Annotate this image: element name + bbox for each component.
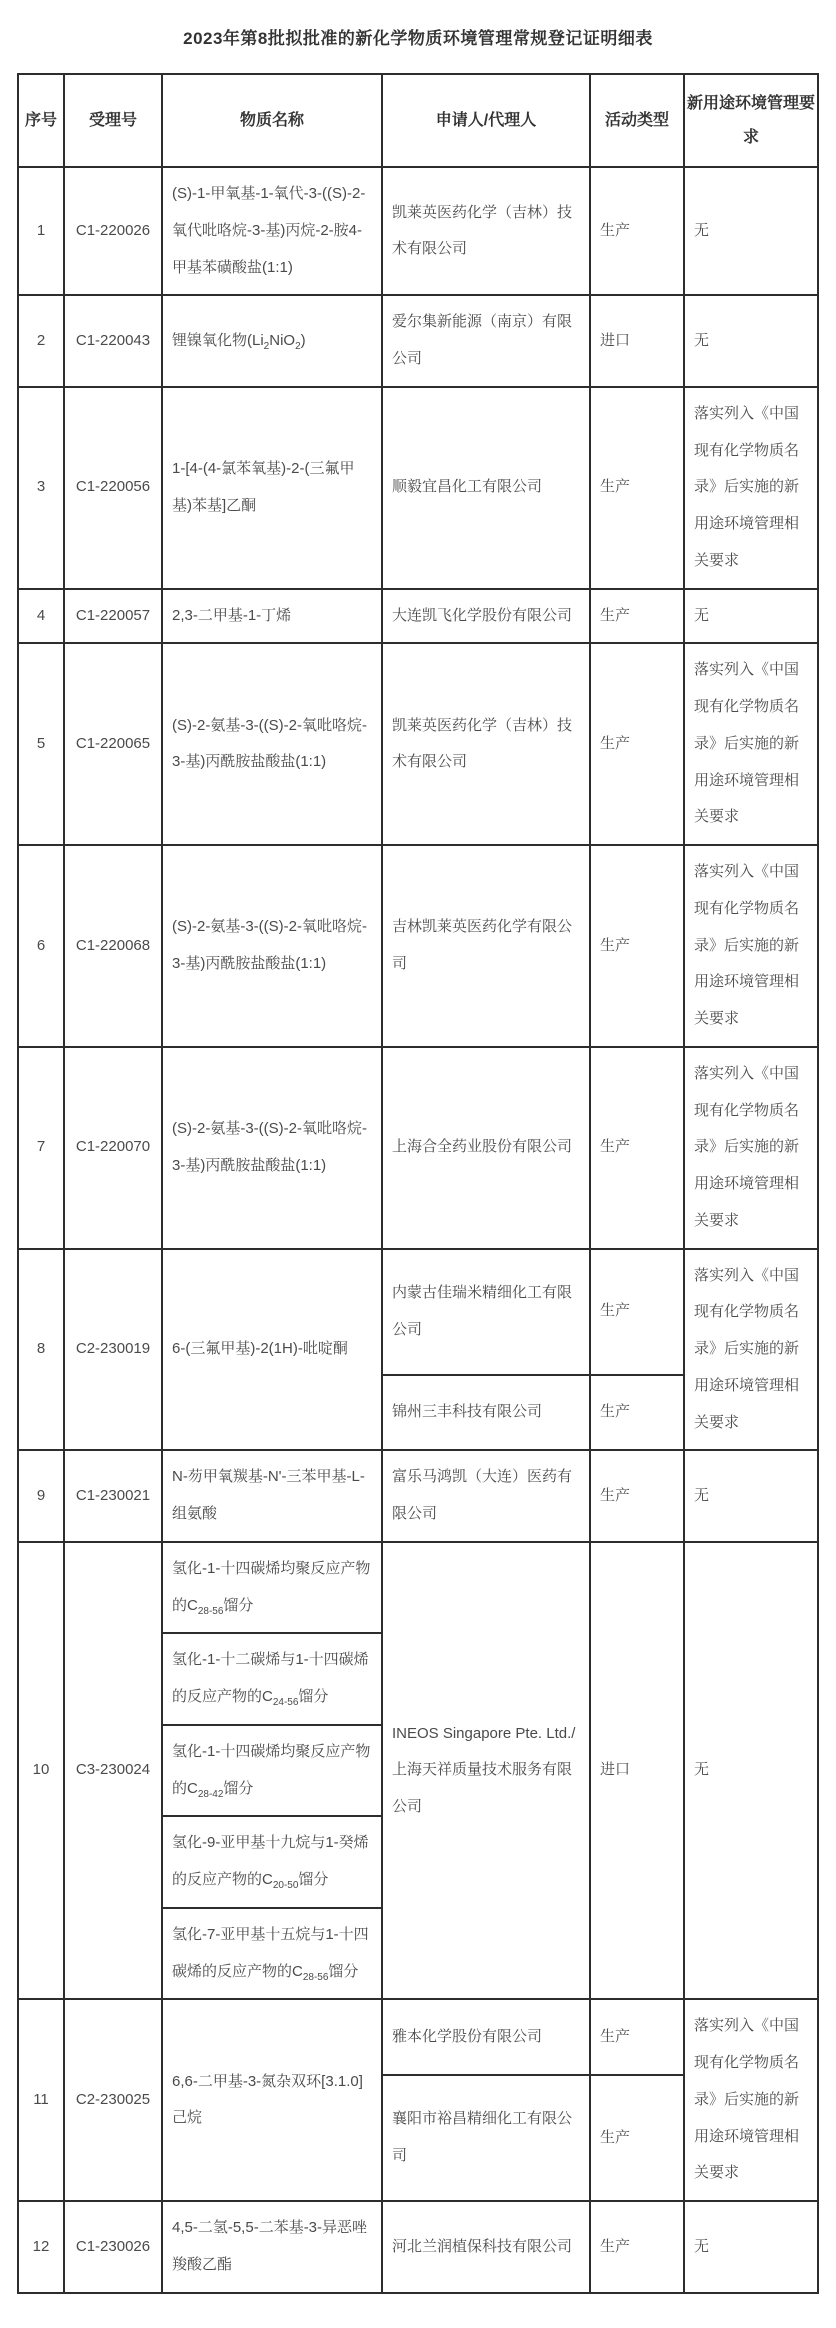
applicant-cell: 凯莱英医药化学（吉林）技术有限公司 [382,643,590,845]
col-header-acceptance-no: 受理号 [64,74,162,167]
applicant-cell: 富乐马鸿凯（大连）医药有限公司 [382,1450,590,1542]
seq-cell: 10 [18,1542,64,2000]
requirement-cell: 无 [684,2201,818,2293]
table-row [18,1450,818,1542]
applicant-cell: 锦州三丰科技有限公司 [382,1375,590,1451]
applicant-cell: INEOS Singapore Pte. Ltd./上海天祥质量技术服务有限公司 [382,1542,590,2000]
requirement-cell: 无 [684,1450,818,1542]
seq-cell: 4 [18,589,64,644]
activity-cell: 生产 [590,1249,684,1375]
acceptance-no-cell: C1-230021 [64,1450,162,1542]
requirement-cell: 落实列入《中国现有化学物质名录》后实施的新用途环境管理相关要求 [684,387,818,589]
seq-cell: 1 [18,167,64,295]
table-row [18,589,818,644]
table-row [18,1047,818,1249]
table-row [18,643,818,845]
substance-cell: 氢化-1-十二碳烯与1-十四碳烯的反应产物的$C_{24-56}$馏分 [162,1633,382,1725]
substance-cell: 6-(三氟甲基)-2(1H)-吡啶酮 [162,1249,382,1451]
seq-cell: 8 [18,1249,64,1451]
requirement-cell: 落实列入《中国现有化学物质名录》后实施的新用途环境管理相关要求 [684,1999,818,2201]
requirement-cell: 无 [684,1542,818,2000]
acceptance-no-cell: C3-230024 [64,1542,162,2000]
col-header-substance: 物质名称 [162,74,382,167]
substance-cell: (S)-2-氨基-3-((S)-2-氧吡咯烷-3-基)丙酰胺盐酸盐(1:1) [162,845,382,1047]
activity-cell: 生产 [590,1047,684,1249]
applicant-cell: 襄阳市裕昌精细化工有限公司 [382,2075,590,2201]
table-row [18,167,818,295]
table-row [18,2201,818,2293]
activity-cell: 生产 [590,1450,684,1542]
requirement-cell: 落实列入《中国现有化学物质名录》后实施的新用途环境管理相关要求 [684,643,818,845]
acceptance-no-cell: C1-220043 [64,295,162,387]
acceptance-no-cell: C2-230025 [64,1999,162,2201]
substance-cell: 4,5-二氢-5,5-二苯基-3-异恶唑羧酸乙酯 [162,2201,382,2293]
table-row [18,845,818,1047]
activity-cell: 生产 [590,643,684,845]
seq-cell: 2 [18,295,64,387]
col-header-activity: 活动类型 [590,74,684,167]
acceptance-no-cell: C1-220068 [64,845,162,1047]
seq-cell: 9 [18,1450,64,1542]
table-row [18,1249,818,1375]
substance-cell: 1-[4-(4-氯苯氧基)-2-(三氟甲基)苯基]乙酮 [162,387,382,589]
applicant-cell: 雅本化学股份有限公司 [382,1999,590,2075]
substance-cell: 6,6-二甲基-3-氮杂双环[3.1.0]己烷 [162,1999,382,2201]
requirement-cell: 落实列入《中国现有化学物质名录》后实施的新用途环境管理相关要求 [684,1249,818,1451]
registration-table [17,73,819,2294]
page-title: 2023年第8批拟批准的新化学物质环境管理常规登记证明细表 [183,29,653,48]
acceptance-no-cell: C1-220026 [64,167,162,295]
seq-cell: 7 [18,1047,64,1249]
substance-cell: (S)-2-氨基-3-((S)-2-氧吡咯烷-3-基)丙酰胺盐酸盐(1:1) [162,643,382,845]
applicant-cell: 爱尔集新能源（南京）有限公司 [382,295,590,387]
applicant-cell: 大连凯飞化学股份有限公司 [382,589,590,644]
activity-cell: 生产 [590,1375,684,1451]
acceptance-no-cell: C2-230019 [64,1249,162,1451]
requirement-cell: 无 [684,295,818,387]
header-row [18,74,818,167]
acceptance-no-cell: C1-230026 [64,2201,162,2293]
table-row [18,295,818,387]
substance-cell: 氢化-1-十四碳烯均聚反应产物的$C_{28-42}$馏分 [162,1725,382,1817]
table-row [18,387,818,589]
requirement-cell: 无 [684,167,818,295]
applicant-cell: 凯莱英医药化学（吉林）技术有限公司 [382,167,590,295]
requirement-cell: 无 [684,589,818,644]
activity-cell: 进口 [590,1542,684,2000]
seq-cell: 12 [18,2201,64,2293]
col-header-seq: 序号 [18,74,64,167]
activity-cell: 生产 [590,387,684,589]
activity-cell: 生产 [590,2201,684,2293]
applicant-cell: 内蒙古佳瑞米精细化工有限公司 [382,1249,590,1375]
substance-cell: 锂镍氧化物$(Li_2NiO_2)$ [162,295,382,387]
activity-cell: 生产 [590,1999,684,2075]
activity-cell: 生产 [590,167,684,295]
col-header-requirement: 新用途环境管理要求 [684,74,818,167]
substance-cell: 氢化-7-亚甲基十五烷与1-十四碳烯的反应产物的$C_{28-56}$馏分 [162,1908,382,2000]
substance-cell: 氢化-9-亚甲基十九烷与1-癸烯的反应产物的$C_{20-50}$馏分 [162,1816,382,1908]
activity-cell: 生产 [590,589,684,644]
substance-cell: 氢化-1-十四碳烯均聚反应产物的$C_{28-56}$馏分 [162,1542,382,1634]
substance-cell: (S)-1-甲氧基-1-氧代-3-((S)-2-氧代吡咯烷-3-基)丙烷-2-胺4-甲基苯磺酸盐(1:1) [162,167,382,295]
activity-cell: 生产 [590,845,684,1047]
requirement-cell: 落实列入《中国现有化学物质名录》后实施的新用途环境管理相关要求 [684,1047,818,1249]
applicant-cell: 顺毅宜昌化工有限公司 [382,387,590,589]
table-row [18,1542,818,1634]
seq-cell: 11 [18,1999,64,2201]
substance-cell: N-芴甲氧羰基-N'-三苯甲基-L-组氨酸 [162,1450,382,1542]
acceptance-no-cell: C1-220070 [64,1047,162,1249]
seq-cell: 6 [18,845,64,1047]
acceptance-no-cell: C1-220065 [64,643,162,845]
applicant-cell: 上海合全药业股份有限公司 [382,1047,590,1249]
requirement-cell: 落实列入《中国现有化学物质名录》后实施的新用途环境管理相关要求 [684,845,818,1047]
activity-cell: 生产 [590,2075,684,2201]
seq-cell: 5 [18,643,64,845]
col-header-applicant: 申请人/代理人 [382,74,590,167]
acceptance-no-cell: C1-220056 [64,387,162,589]
substance-cell: 2,3-二甲基-1-丁烯 [162,589,382,644]
applicant-cell: 吉林凯莱英医药化学有限公司 [382,845,590,1047]
applicant-cell: 河北兰润植保科技有限公司 [382,2201,590,2293]
seq-cell: 3 [18,387,64,589]
substance-cell: (S)-2-氨基-3-((S)-2-氧吡咯烷-3-基)丙酰胺盐酸盐(1:1) [162,1047,382,1249]
activity-cell: 进口 [590,295,684,387]
acceptance-no-cell: C1-220057 [64,589,162,644]
table-row [18,1999,818,2075]
